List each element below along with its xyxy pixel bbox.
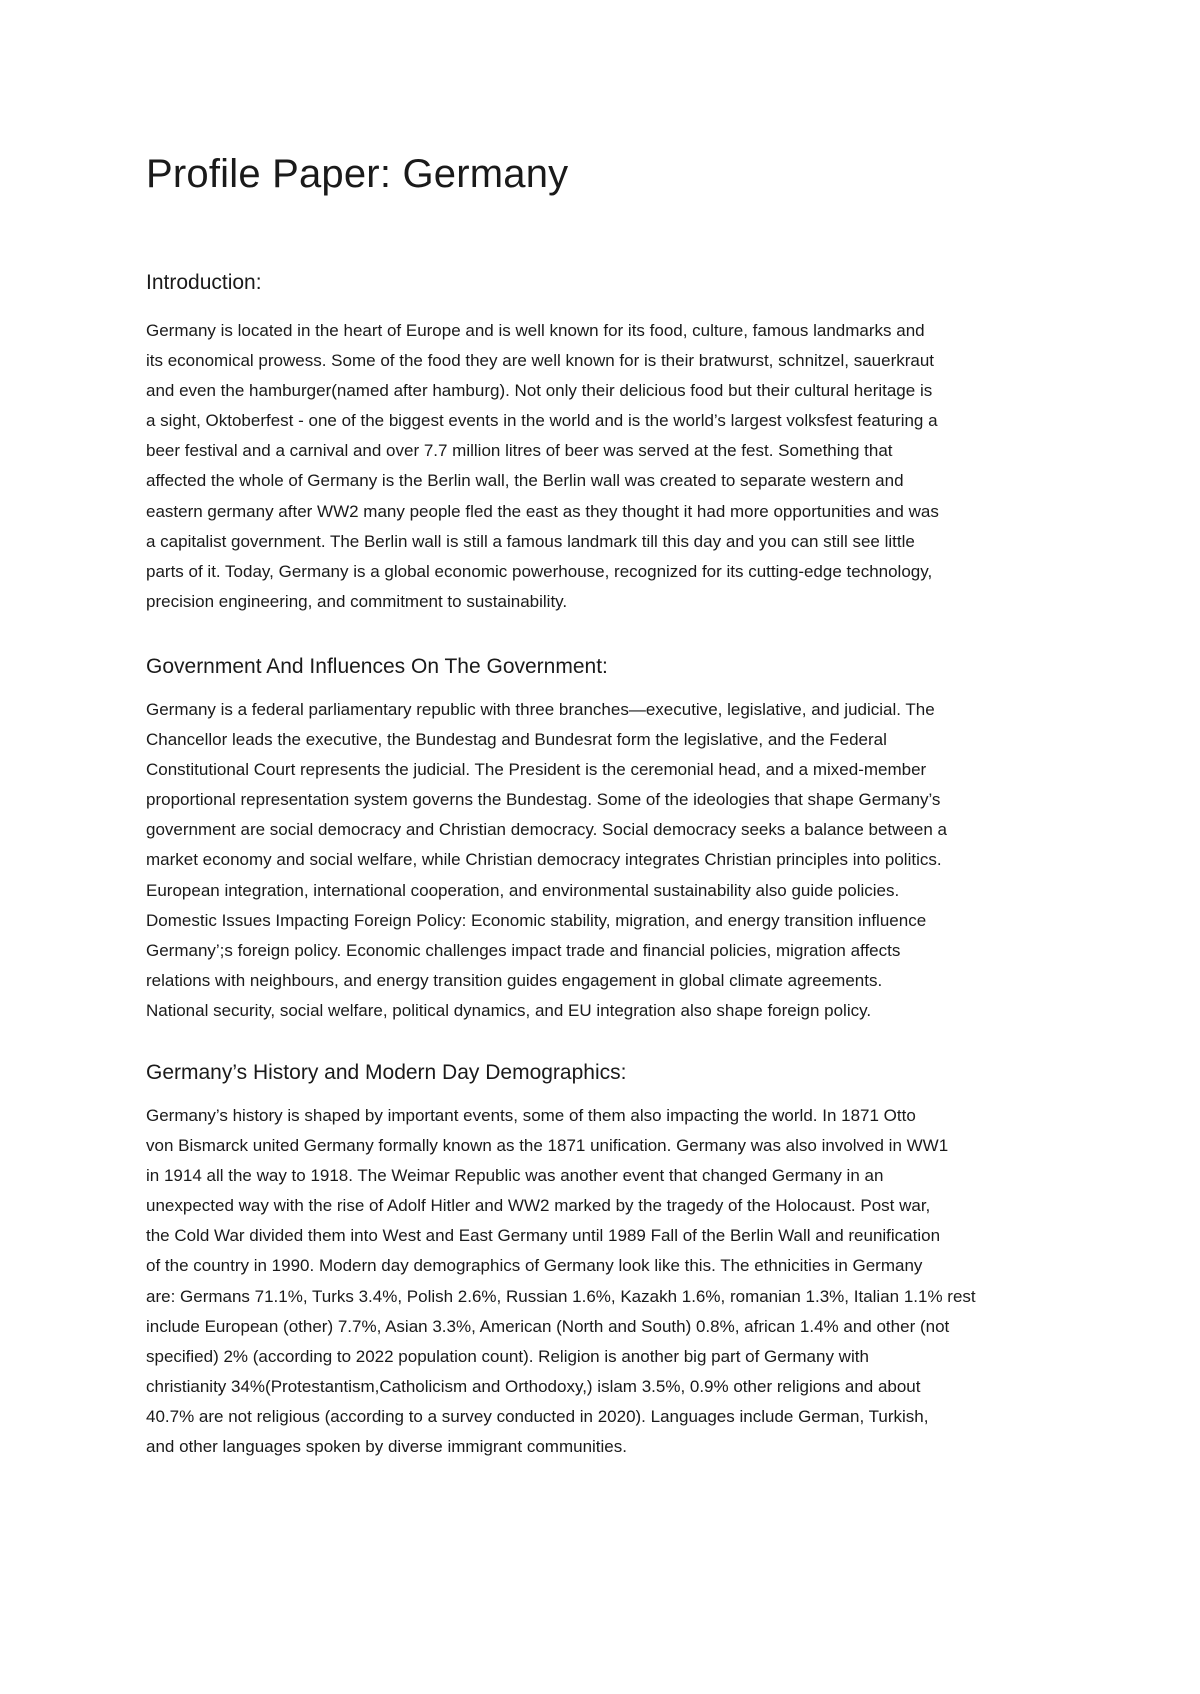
paragraph-line: and even the hamburger(named after hamburg). Not only their delicious food but their cultural heritage is xyxy=(146,381,933,401)
paragraph-line: a capitalist government. The Berlin wall is still a famous landmark till this day and you can still see little xyxy=(146,531,915,551)
paragraph-line: parts of it. Today, Germany is a global economic powerhouse, recognized for its cutting-edge technology, xyxy=(146,561,933,581)
section-heading-government: Government And Influences On The Government: xyxy=(146,655,608,678)
paragraph-line: precision engineering, and commitment to sustainability. xyxy=(146,591,568,611)
page-title: Profile Paper: Germany xyxy=(146,152,569,196)
paragraph-line: European integration, international cooperation, and environmental sustainability also guide policies. xyxy=(146,880,900,900)
paragraph-line: government are social democracy and Christian democracy. Social democracy seeks a balance between a xyxy=(146,820,947,840)
paragraph-line: Germany’s history is shaped by important events, some of them also impacting the world. In 1871 Otto xyxy=(146,1106,916,1125)
paragraph-line: and other languages spoken by diverse immigrant communities. xyxy=(146,1437,627,1457)
paragraph-line: its economical prowess. Some of the food they are well known for is their bratwurst, schnitzel, sauerkraut xyxy=(146,351,935,371)
paragraph-line: specified) 2% (according to 2022 population count). Religion is another big part of Germany with xyxy=(146,1346,869,1366)
paragraph-line: include European (other) 7.7%, Asian 3.3%, American (North and South) 0.8%, african 1.4% and other (not xyxy=(146,1316,950,1336)
paragraph-government xyxy=(146,695,1066,1026)
paragraph-line: the Cold War divided them into West and East Germany until 1989 Fall of the Berlin Wall and reunification xyxy=(146,1226,941,1246)
paragraph-line: a sight, Oktoberfest - one of the biggest events in the world and is the world’s largest volksfest featuring a xyxy=(146,411,938,431)
paragraph-line: Germany is located in the heart of Europe and is well known for its food, culture, famous landmarks and xyxy=(146,321,925,340)
paragraph-line: von Bismarck united Germany formally known as the 1871 unification. Germany was also involved in WW1 xyxy=(146,1136,949,1156)
paragraph-line: National security, social welfare, political dynamics, and EU integration also shape foreign policy. xyxy=(146,1000,872,1020)
paragraph-line: relations with neighbours, and energy transition guides engagement in global climate agreements. xyxy=(146,970,883,990)
paragraph-line: christianity 34%(Protestantism,Catholicism and Orthodoxy,) islam 3.5%, 0.9% other religions and about xyxy=(146,1376,921,1396)
paragraph-line: Domestic Issues Impacting Foreign Policy: Economic stability, migration, and energy transition influence xyxy=(146,910,927,930)
paragraph-line: Constitutional Court represents the judicial. The President is the ceremonial head, and a mixed-member xyxy=(146,760,927,780)
paragraph-line: proportional representation system governs the Bundestag. Some of the ideologies that shape Germany’s xyxy=(146,790,941,810)
paragraph-line: Germany is a federal parliamentary republic with three branches—executive, legislative, and judicial. The xyxy=(146,700,935,719)
paragraph-introduction xyxy=(146,316,1066,617)
paragraph-line: unexpected way with the rise of Adolf Hitler and WW2 marked by the tragedy of the Holocaust. Post war, xyxy=(146,1196,931,1216)
section-heading-history: Germany’s History and Modern Day Demographics: xyxy=(146,1061,627,1084)
paragraph-line: in 1914 all the way to 1918. The Weimar Republic was another event that changed Germany in an xyxy=(146,1166,884,1186)
paragraph-line: 40.7% are not religious (according to a survey conducted in 2020). Languages include German, Turkish, xyxy=(146,1406,929,1426)
paragraph-line: market economy and social welfare, while Christian democracy integrates Christian principles into politics. xyxy=(146,850,942,870)
paragraph-line: of the country in 1990. Modern day demographics of Germany look like this. The ethnicities in Germany xyxy=(146,1256,923,1276)
section-heading-introduction: Introduction: xyxy=(146,271,262,294)
paragraph-line: Germany’;s foreign policy. Economic challenges impact trade and financial policies, migration affects xyxy=(146,940,901,960)
paragraph-line: beer festival and a carnival and over 7.7 million litres of beer was served at the fest. Something that xyxy=(146,441,893,461)
paragraph-line: eastern germany after WW2 many people fled the east as they thought it had more opportunities and was xyxy=(146,501,939,521)
paragraph-history xyxy=(146,1101,1066,1462)
paragraph-line: are: Germans 71.1%, Turks 3.4%, Polish 2.6%, Russian 1.6%, Kazakh 1.6%, romanian 1.3%, Italian 1.1% rest xyxy=(146,1286,976,1306)
paragraph-line: affected the whole of Germany is the Berlin wall, the Berlin wall was created to separate western and xyxy=(146,471,904,491)
paragraph-line: Chancellor leads the executive, the Bundestag and Bundesrat form the legislative, and the Federal xyxy=(146,730,887,750)
